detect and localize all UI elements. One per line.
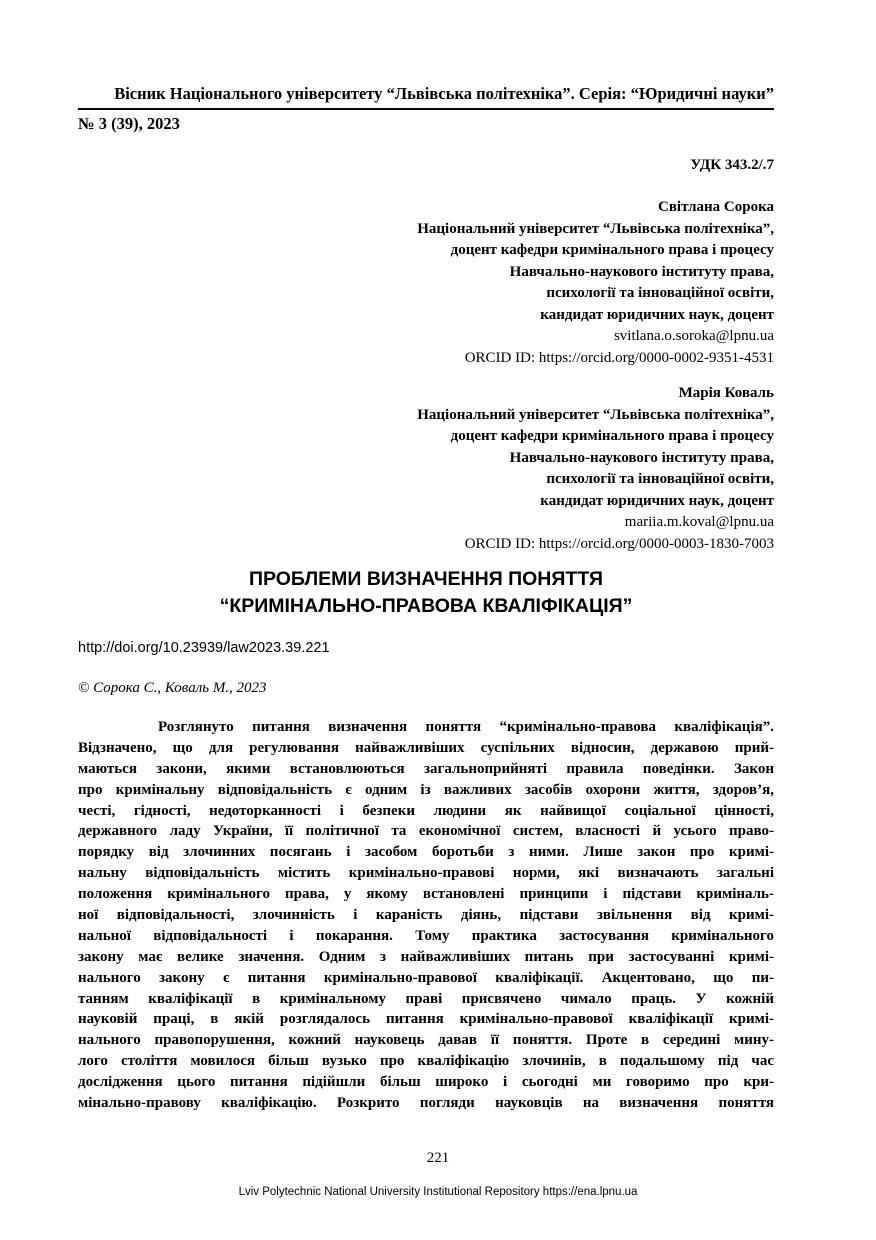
author-affiliation-line: психології та інноваційної освіти, [546, 285, 774, 301]
abstract-line: нального правопорушення, кожний науковець давав її поняття. Проте в середині мину- [78, 1032, 774, 1049]
abstract-line: мінально-правову кваліфікацію. Розкрито погляди науковців на визначення поняття [78, 1095, 774, 1112]
copyright: © Сорока С., Коваль М., 2023 [78, 680, 267, 696]
abstract-line: порядку від злочинних посягань і засобом боротьби з ними. Лише закон про кримі- [78, 844, 774, 861]
author-email[interactable]: mariia.m.koval@lpnu.ua [624, 514, 774, 530]
author-affiliation-line: Навчально-наукового інституту права, [509, 263, 774, 280]
author-block [417, 383, 774, 555]
page-number: 221 [426, 1150, 450, 1166]
abstract-line: нальної відповідальності і покарання. Тому практика застосування кримінального [78, 927, 774, 944]
issue-number: № 3 (39), 2023 [78, 114, 180, 133]
author-affiliation-line: Навчально-наукового інституту права, [509, 449, 774, 466]
author-affiliation-line: доцент кафедри кримінального права і процесу [450, 242, 774, 258]
abstract-line: Відзначено, що для регулювання найважливіших суспільних відносин, державою прий- [78, 739, 774, 756]
abstract-line: положення кримінального права, у якому встановлені принципи і підстави криміналь- [78, 886, 774, 903]
author-orcid[interactable]: ORCID ID: https://orcid.org/0000-0002-9351-4531 [464, 349, 774, 366]
abstract-line: честі, гідності, недоторканності і безпеки людини як найвищої соціальної цінності, [78, 802, 774, 819]
abstract-line: дослідження цього питання підійшли більш широко і сьогодні ми говоримо про кри- [78, 1074, 774, 1091]
article-title-line: “КРИМІНАЛЬНО-ПРАВОВА КВАЛІФІКАЦІЯ” [219, 595, 633, 617]
udc-code: УДК 343.2/.7 [690, 157, 774, 173]
author-orcid[interactable]: ORCID ID: https://orcid.org/0000-0003-1830-7003 [464, 535, 774, 552]
abstract-line: нального закону є питання кримінально-правової кваліфікації. Акцентовано, що пи- [78, 969, 774, 986]
author-affiliation-line: доцент кафедри кримінального права і процесу [450, 428, 774, 444]
article-title-line: ПРОБЛЕМИ ВИЗНАЧЕННЯ ПОНЯТТЯ [249, 568, 603, 590]
journal-title: Вісник Національного університету “Львівська політехніка”. Серія: “Юридичні науки” [114, 84, 774, 103]
header-rule [78, 108, 774, 110]
author-affiliation-line: кандидат юридичних наук, доцент [540, 306, 774, 323]
author-affiliation-line: Національний університет “Львівська політехніка”, [417, 406, 774, 423]
abstract-line: державного ладу України, її політичної та економічної систем, власності й усього право- [78, 823, 774, 840]
abstract-line: закону має велике значення. Одним з найважливіших питань при застосуванні кримі- [78, 948, 774, 965]
abstract-line: про кримінальну відповідальність є одним із важливих засобів охорони життя, здоров’я, [78, 781, 774, 798]
abstract-line: науковій праці, в якій розглядалось питання кримінально-правової кваліфікації кримі- [78, 1011, 774, 1028]
author-block [417, 197, 774, 369]
abstract-line: Розглянуто питання визначення поняття “кримінально-правова кваліфікація”. [158, 719, 774, 735]
author-name: Марія Коваль [678, 385, 774, 401]
author-email[interactable]: svitlana.o.soroka@lpnu.ua [613, 328, 774, 344]
author-affiliation-line: кандидат юридичних наук, доцент [540, 492, 774, 509]
abstract-line: танням кваліфікації в кримінальному праві присвячено чимало праць. У кожній [78, 990, 774, 1007]
author-name: Світлана Сорока [658, 199, 774, 215]
abstract-line: лого століття мовилося більш вузько про кваліфікацію злочинів, в подальшому під час [78, 1053, 774, 1070]
article-title [78, 566, 774, 620]
doi-link[interactable]: http://doi.org/10.23939/law2023.39.221 [78, 640, 330, 656]
author-affiliation-line: психології та інноваційної освіти, [546, 471, 774, 487]
abstract-line: нальну відповідальність містить кримінально-правові норми, які визначають загальні [78, 865, 774, 882]
author-affiliation-line: Національний університет “Львівська політехніка”, [417, 220, 774, 237]
abstract [78, 717, 774, 1114]
repository-footer: Lviv Polytechnic National University Institutional Repository https://ena.lpnu.ua [238, 1186, 638, 1198]
abstract-line: маються закони, якими встановлюються загальноприйняті правила поведінки. Закон [78, 760, 774, 777]
abstract-line: ної відповідальності, злочинність і караність діянь, підстави звільнення від кримі- [78, 907, 774, 924]
